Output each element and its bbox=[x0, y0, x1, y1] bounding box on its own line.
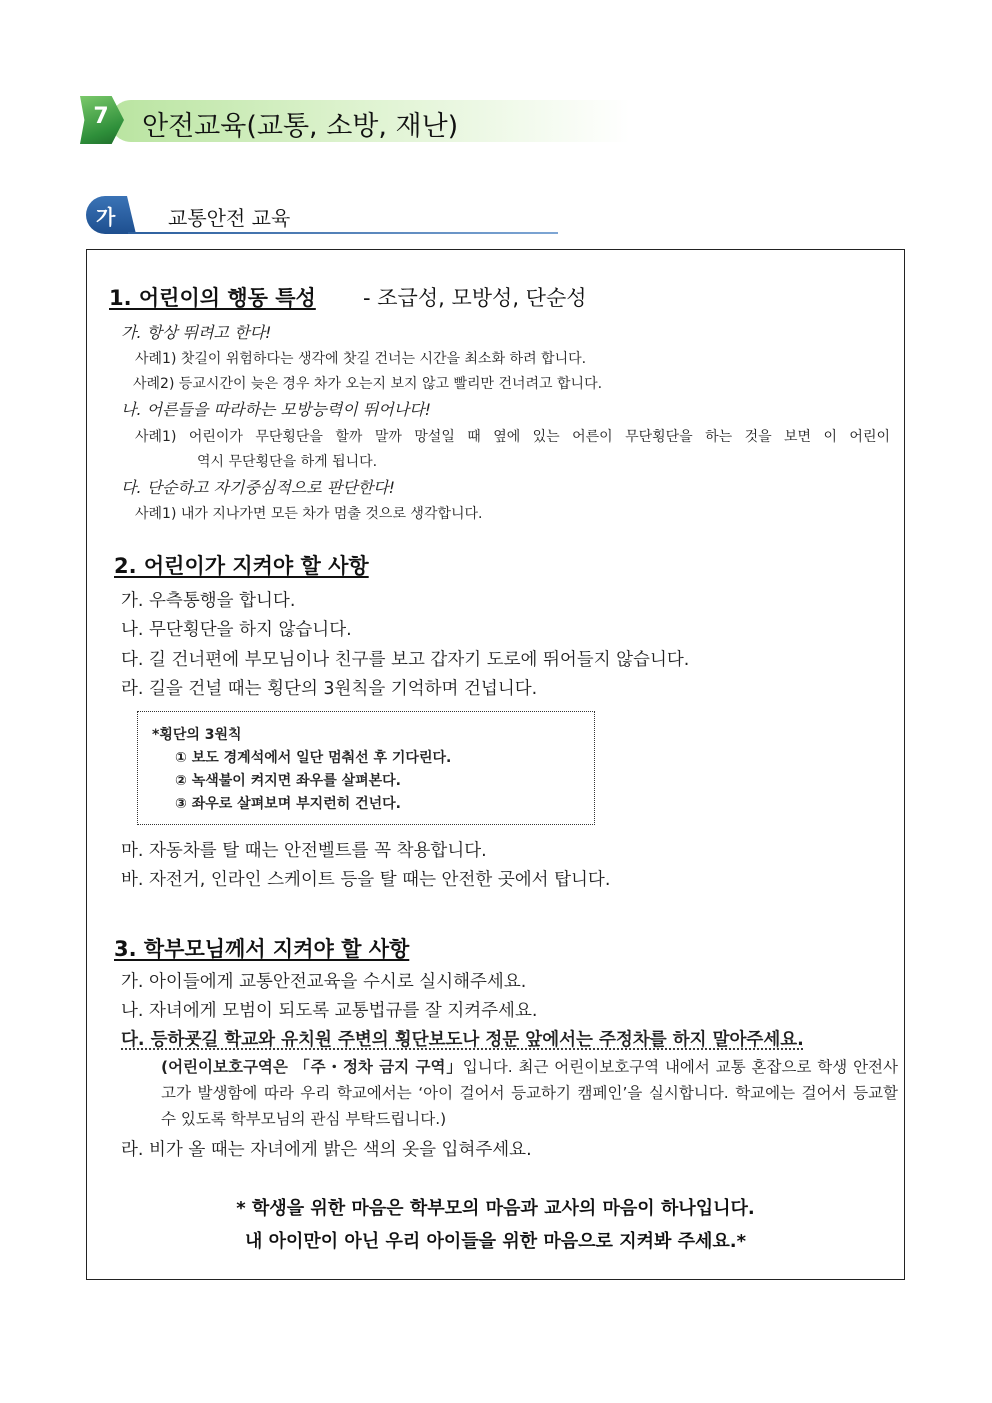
chapter-title: 안전교육(교통, 소방, 재난) bbox=[142, 111, 459, 142]
part3-item: 라. 비가 올 때는 자녀에게 밝은 색의 옷을 입혀주세요. bbox=[121, 1140, 532, 1160]
part3-note-text: 입니다. 최근 어린이보호구역 내에서 교통 혼잡으로 학생 안전사고가 발생함에 따라 우리 학교에서는 ‘아이 걸어서 등교하기 캠페인’을 실시합니다. 학교에는 걸어서 등교할 수 있도록 학부모님의 관심 부탁드립니다.) bbox=[161, 1058, 899, 1128]
part1-item-title: 다. 단순하고 자기중심적으로 판단한다! bbox=[121, 478, 396, 497]
content-box bbox=[86, 249, 905, 1280]
section-underline bbox=[128, 232, 558, 234]
part1-example: 사례1) 어린이가 무단횡단을 할까 말까 망설일 때 옆에 있는 어른이 무단횡단을 하는 것을 보면 이 어린이 bbox=[135, 429, 890, 445]
crossing-rule: ① 보도 경계석에서 일단 멈춰선 후 기다린다. bbox=[175, 750, 452, 766]
section-title: 교통안전 교육 bbox=[168, 206, 291, 230]
part1-subtitle: - 조급성, 모방성, 단순성 bbox=[363, 286, 587, 310]
section-letter: 가 bbox=[96, 205, 116, 229]
chapter-number: 7 bbox=[93, 104, 109, 129]
closing-line: * 학생을 위한 마음은 학부모의 마음과 교사의 마음이 하나입니다. bbox=[236, 1198, 755, 1219]
part1-example: 사례2) 등교시간이 늦은 경우 차가 오는지 보지 않고 빨리만 건너려고 합니다. bbox=[133, 376, 603, 392]
part2-item: 나. 무단횡단을 하지 않습니다. bbox=[121, 620, 352, 640]
part1-example: 역시 무단횡단을 하게 됩니다. bbox=[197, 454, 378, 470]
part2-item: 바. 자전거, 인라인 스케이트 등을 탈 때는 안전한 곳에서 탑니다. bbox=[121, 870, 611, 890]
part2-item: 마. 자동차를 탈 때는 안전벨트를 꼭 착용합니다. bbox=[121, 841, 487, 861]
part3-note-bold: (어린이보호구역은 「주・정차 금지 구역」 bbox=[161, 1058, 463, 1076]
part1-example: 사례1) 내가 지나가면 모든 차가 멈출 것으로 생각합니다. bbox=[135, 506, 483, 522]
crossing-rules-title: *횡단의 3원칙 bbox=[152, 727, 242, 743]
part3-item: 나. 자녀에게 모범이 되도록 교통법규를 잘 지켜주세요. bbox=[121, 1001, 538, 1021]
crossing-rules-box bbox=[137, 711, 595, 825]
part2-heading: 2. 어린이가 지켜야 할 사항 bbox=[114, 554, 369, 578]
part3-note bbox=[161, 1054, 898, 1132]
part2-item: 가. 우측통행을 합니다. bbox=[121, 591, 296, 611]
section-header bbox=[86, 196, 560, 238]
crossing-rule: ② 녹색불이 켜지면 좌우를 살펴본다. bbox=[175, 773, 402, 789]
part2-item: 다. 길 건너편에 부모님이나 친구를 보고 갑자기 도로에 뛰어들지 않습니다. bbox=[121, 650, 690, 670]
part1-example: 사례1) 찻길이 위험하다는 생각에 찻길 건너는 시간을 최소화 하려 합니다. bbox=[135, 351, 587, 367]
closing-line: 내 아이만이 아닌 우리 아이들을 위한 마음으로 지켜봐 주세요.* bbox=[244, 1231, 747, 1252]
crossing-rule: ③ 좌우로 살펴보며 부지런히 건넌다. bbox=[175, 796, 402, 812]
part3-item-highlight: 다. 등하굣길 학교와 유치원 주변의 횡단보도나 정문 앞에서는 주정차를 하지 말아주세요. bbox=[121, 1030, 804, 1050]
part1-item-title: 가. 항상 뛰려고 한다! bbox=[121, 323, 272, 342]
part1-heading: 1. 어린이의 행동 특성 bbox=[109, 286, 316, 310]
part2-item: 라. 길을 건널 때는 횡단의 3원칙을 기억하며 건넙니다. bbox=[121, 679, 538, 699]
part3-item: 가. 아이들에게 교통안전교육을 수시로 실시해주세요. bbox=[121, 972, 527, 992]
part1-item-title: 나. 어른들을 따라하는 모방능력이 뛰어나다! bbox=[121, 400, 432, 419]
chapter-header bbox=[80, 96, 640, 148]
part3-heading: 3. 학부모님께서 지켜야 할 사항 bbox=[114, 937, 410, 961]
